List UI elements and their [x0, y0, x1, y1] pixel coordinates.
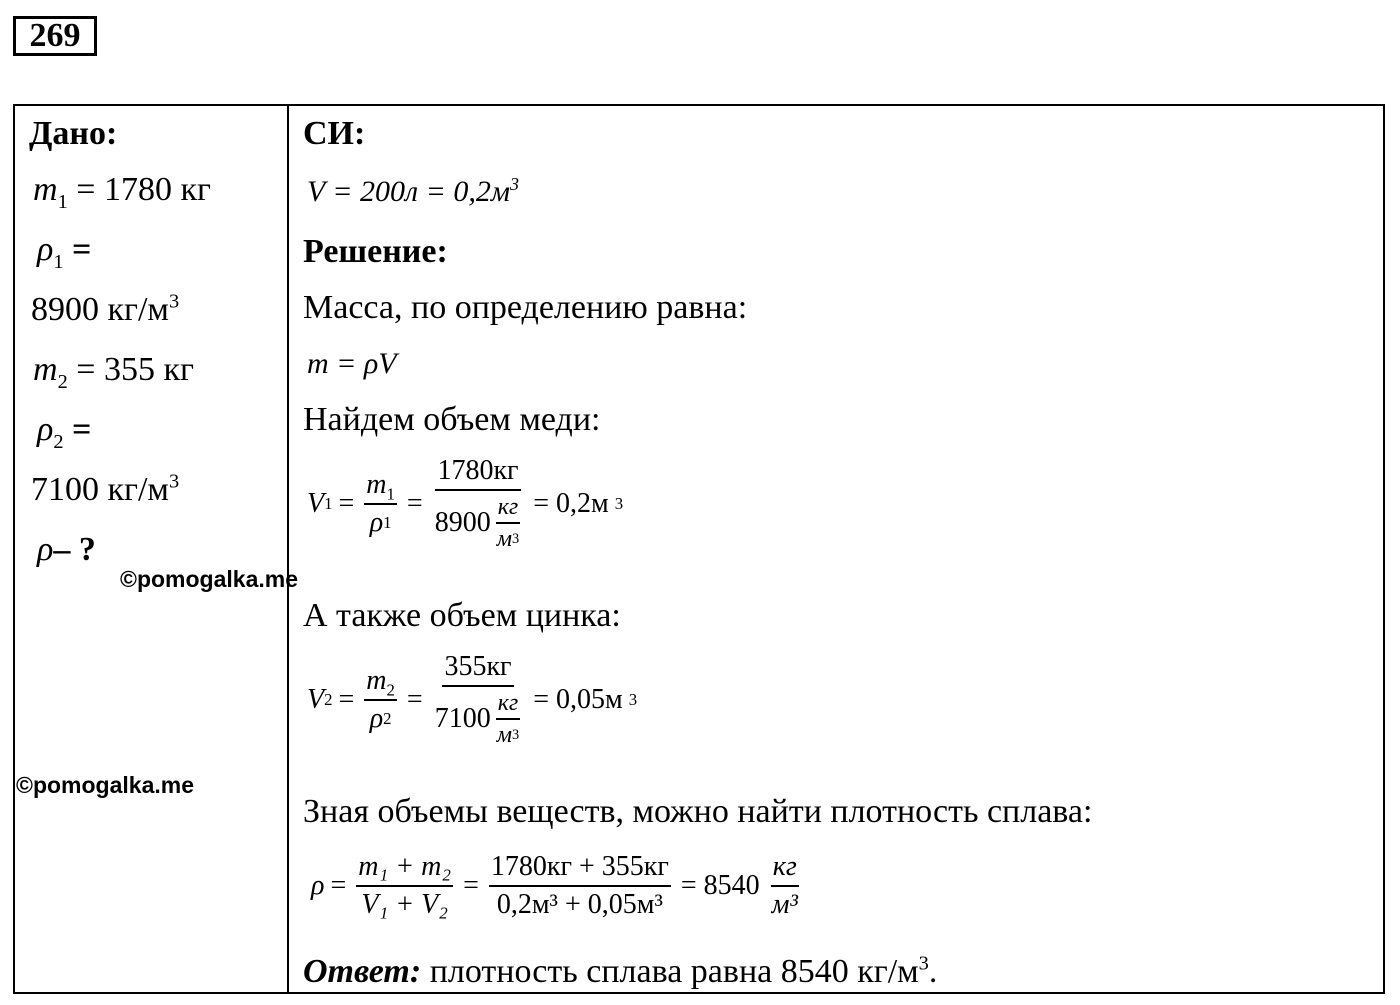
- si-volume: $V = 200л = 0,2м^3$: [307, 174, 519, 208]
- column-divider: [287, 106, 289, 992]
- formula-v1: V 1 = $m_1$ ρ 1 = 1780кг 8900 кг м 3 = 0,2м 3: [307, 455, 624, 552]
- given-rho2-value: 7100 $кг/м^3$: [31, 470, 180, 508]
- given-m1: $m_1 = 1780$ кг: [33, 171, 211, 213]
- watermark: ©pomogalka.me: [120, 566, 298, 592]
- formula-v2: V 2 = $m_2$ ρ 2 = 355кг 7100 кг м 3 = 0,05м 3: [307, 651, 638, 748]
- solution-line-density: Зная объемы веществ, можно найти плотность сплава:: [303, 793, 1093, 830]
- problem-number: 269: [13, 16, 97, 56]
- solution-title: Решение:: [303, 233, 448, 270]
- given-rho2: $\rho_2$ =: [37, 411, 92, 453]
- solution-line-zinc: А также объем цинка:: [303, 597, 621, 634]
- fraction: $\frac{1780кг + 355кг}{\text{0,2м³ + 0,05м³}}$: [490, 851, 669, 920]
- fraction: $\frac{\text{m₁ + m₂}}{\text{V₁ + V₂}}$: [358, 851, 452, 920]
- fraction: $m_2$ ρ 2: [366, 665, 395, 734]
- si-title: СИ:: [303, 115, 366, 152]
- fraction: $m_1$ ρ 1: [366, 469, 395, 538]
- given-find: ρ– ?: [37, 531, 96, 568]
- fraction: 355кг 7100 кг м 3: [434, 651, 520, 748]
- watermark: ©pomogalka.me: [16, 772, 194, 798]
- answer: Ответ: плотность сплава равна 8540 $кг/м^3$.: [303, 952, 938, 990]
- given-rho1: $\rho_1$ =: [37, 231, 92, 273]
- formula-mass: m = ρV: [307, 347, 397, 380]
- solution-line-mass: Масса, по определению равна:: [303, 289, 748, 326]
- given-title: Дано:: [29, 115, 118, 152]
- given-m2: $m_2 = 355$ кг: [33, 351, 194, 393]
- solution-table: [13, 104, 1385, 994]
- given-rho1-value: 8900 $кг/м^3$: [31, 290, 180, 328]
- fraction: 1780кг 8900 кг м 3: [434, 455, 520, 552]
- formula-rho: ρ = $\frac{\text{m₁ + m₂}}{\text{V₁ + V₂}}$ = $\frac{1780кг + 355кг}{\text{0,2м³ + 0,05м³}}$ = 8540 $\frac{кг}{\text{м³}}$: [311, 851, 798, 920]
- fraction: $\frac{кг}{\text{м³}}$: [771, 851, 798, 920]
- solution-line-copper: Найдем объем меди:: [303, 401, 601, 438]
